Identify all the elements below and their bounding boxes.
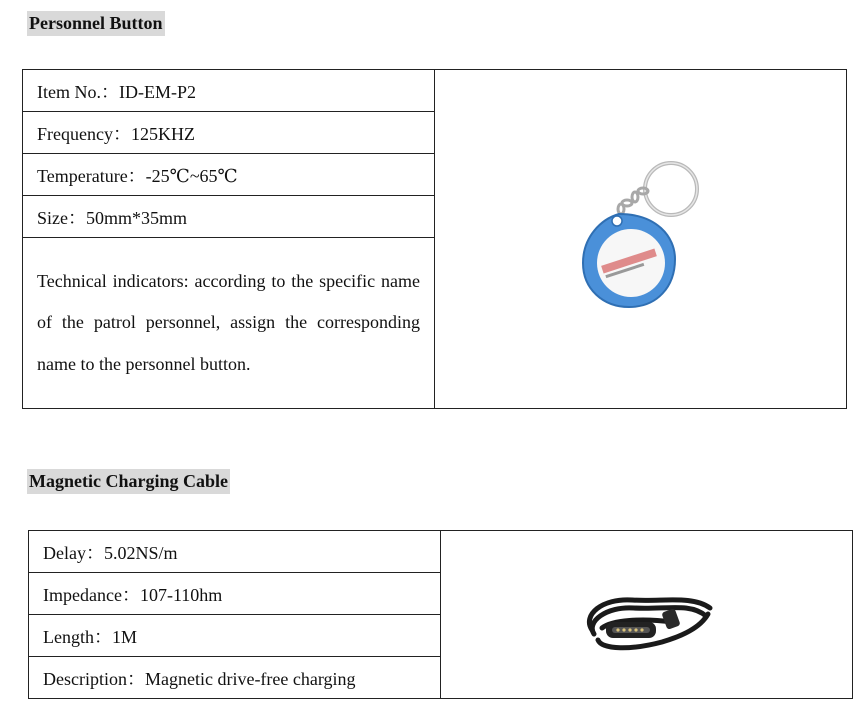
section-title-personnel-button: Personnel Button <box>27 11 165 36</box>
product-image-cell <box>435 70 847 409</box>
spec-item-no: Item No.：ID-EM-P2 <box>23 70 435 112</box>
spec-temperature: Temperature：-25℃~65℃ <box>23 154 435 196</box>
spec-description: Description：Magnetic drive-free charging <box>29 657 441 699</box>
spec-impedance: Impedance：107-110hm <box>29 573 441 615</box>
spec-delay: Delay：5.02NS/m <box>29 531 441 573</box>
personnel-button-spec-table <box>22 69 847 409</box>
spec-technical-indicators: Technical indicators: according to the specific name of the patrol personnel, assign the corresponding name to the personnel button. <box>23 238 435 409</box>
rfid-keyfob-icon <box>571 159 711 319</box>
magnetic-cable-icon <box>572 570 722 660</box>
spec-size: Size：50mm*35mm <box>23 196 435 238</box>
spec-length: Length：1M <box>29 615 441 657</box>
magnetic-cable-spec-table <box>28 530 853 699</box>
section-title-magnetic-charging-cable: Magnetic Charging Cable <box>27 469 230 494</box>
product-image-cell <box>441 531 853 699</box>
spec-frequency: Frequency：125KHZ <box>23 112 435 154</box>
